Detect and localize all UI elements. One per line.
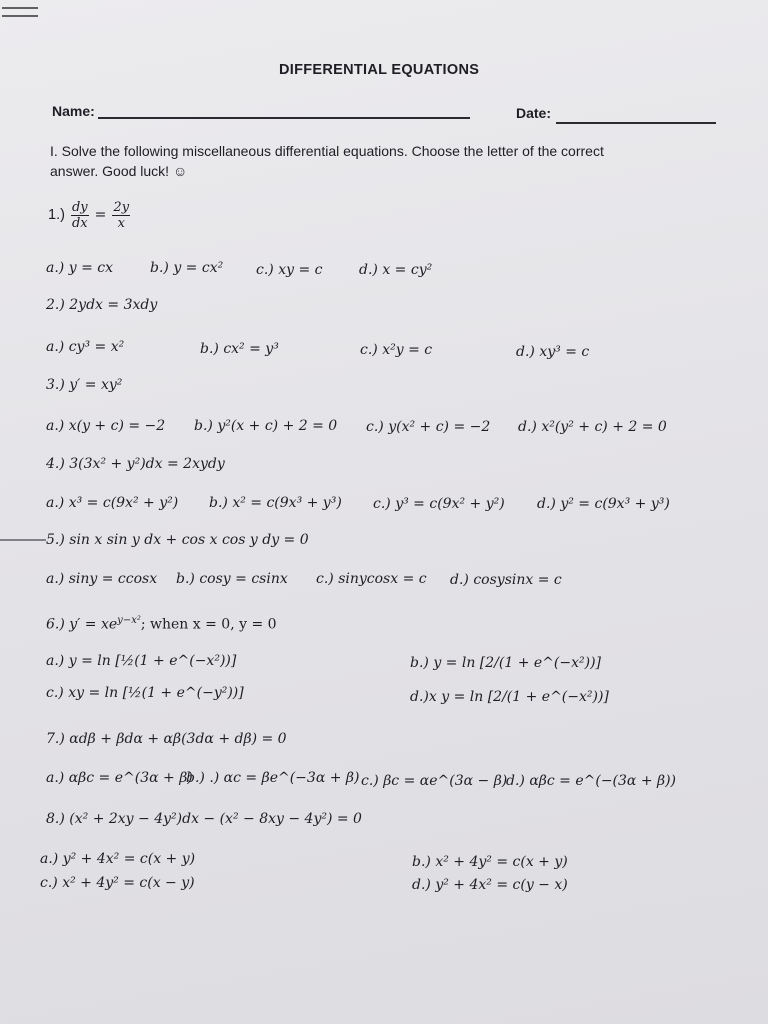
question-2: 2.) 2ydx = 3xdy [46, 297, 158, 313]
q4-option-a: a.) x³ = c(9x² + y²) [46, 495, 179, 511]
q6-option-c: c.) xy = ln [½(1 + e^(−y²))] [46, 685, 244, 701]
question-8: 8.) (x² + 2xy − 4y²)dx − (x² − 8xy − 4y²) = 0 [46, 811, 362, 827]
q8-option-a: a.) y² + 4x² = c(x + y) [40, 851, 196, 867]
q7-option-a: a.) αβc = e^(3α + β) [46, 770, 193, 786]
q3-option-c: c.) y(x² + c) = −2 [366, 419, 491, 435]
q7-option-b: b.) .) αc = βe^(−3α + β) [186, 770, 360, 786]
name-label: Name: [52, 103, 95, 119]
question-5: 5.) sin x sin y dx + cos x cos y dy = 0 [46, 532, 309, 548]
q5-option-a: a.) siny = ccosx [46, 571, 158, 587]
date-label: Date: [516, 105, 552, 121]
q7-option-c: c.) βc = αe^(3α − β) [361, 773, 508, 789]
q5-option-d: d.) cosysinx = c [450, 572, 562, 588]
instructions-line-2: answer. Good luck! ☺ [50, 163, 188, 179]
date-field-line [556, 122, 716, 124]
q1-option-a: a.) y = cx [46, 260, 113, 276]
q5-option-b: b.) cosy = csinx [176, 571, 288, 587]
q3-option-d: d.) x²(y² + c) + 2 = 0 [518, 419, 667, 435]
q4-option-b: b.) x² = c(9x³ + y³) [209, 495, 342, 511]
question-6-condition: ; when x = 0, y = 0 [140, 616, 277, 633]
q3-option-a: a.) x(y + c) = −2 [46, 418, 166, 434]
fraction-numerator: 2y [113, 199, 130, 215]
q6-option-b: b.) y = ln [2/(1 + e^(−x²))] [410, 655, 601, 671]
q1-option-b: b.) y = cx² [150, 260, 224, 276]
q1-option-d: d.) x = cy² [359, 262, 433, 278]
name-field-line [98, 117, 470, 119]
fraction-denominator: x [117, 215, 125, 231]
fraction-dy-dx [71, 200, 89, 231]
q2-option-a: a.) cy³ = x² [46, 339, 125, 355]
question-4: 4.) 3(3x² + y²)dx = 2xydy [46, 456, 225, 472]
q1-option-c: c.) xy = c [256, 262, 323, 278]
corner-pen-mark [0, 0, 40, 24]
q8-option-d: d.) y² + 4x² = c(y − x) [412, 877, 568, 893]
instructions-line-1: I. Solve the following miscellaneous differential equations. Choose the letter of the correct [50, 143, 604, 159]
question-6-exponent: y−x² [117, 615, 141, 626]
question-1-number: 1.) [48, 207, 65, 223]
q4-option-c: c.) y³ = c(9x² + y²) [373, 496, 505, 512]
equals-sign: = [94, 207, 107, 223]
fraction-2y-x [112, 200, 130, 231]
question-6-text: 6.) y′ = xe [46, 616, 118, 633]
question-6 [46, 612, 277, 634]
q3-option-b: b.) y²(x + c) + 2 = 0 [194, 418, 338, 434]
q6-option-d: d.)x y = ln [2/(1 + e^(−x²))] [410, 689, 609, 705]
question-7: 7.) αdβ + βdα + αβ(3dα + dβ) = 0 [46, 731, 287, 747]
question-1 [48, 198, 132, 232]
fraction-numerator: dy [71, 199, 88, 215]
margin-pen-stroke [0, 539, 46, 541]
q2-option-b: b.) cx² = y³ [200, 341, 279, 357]
question-3: 3.) y′ = xy² [46, 377, 123, 393]
q8-option-b: b.) x² + 4y² = c(x + y) [412, 854, 568, 870]
q4-option-d: d.) y² = c(9x³ + y³) [537, 496, 670, 512]
q8-option-c: c.) x² + 4y² = c(x − y) [40, 875, 195, 891]
q2-option-d: d.) xy³ = c [516, 344, 590, 360]
q2-option-c: c.) x²y = c [360, 342, 433, 358]
fraction-denominator: dx [71, 215, 88, 231]
q7-option-d: d.) αβc = e^(−(3α + β)) [506, 773, 677, 789]
page-title: DIFFERENTIAL EQUATIONS [279, 62, 480, 78]
q5-option-c: c.) sinycosx = c [316, 571, 427, 587]
q6-option-a: a.) y = ln [½(1 + e^(−x²))] [46, 653, 237, 669]
